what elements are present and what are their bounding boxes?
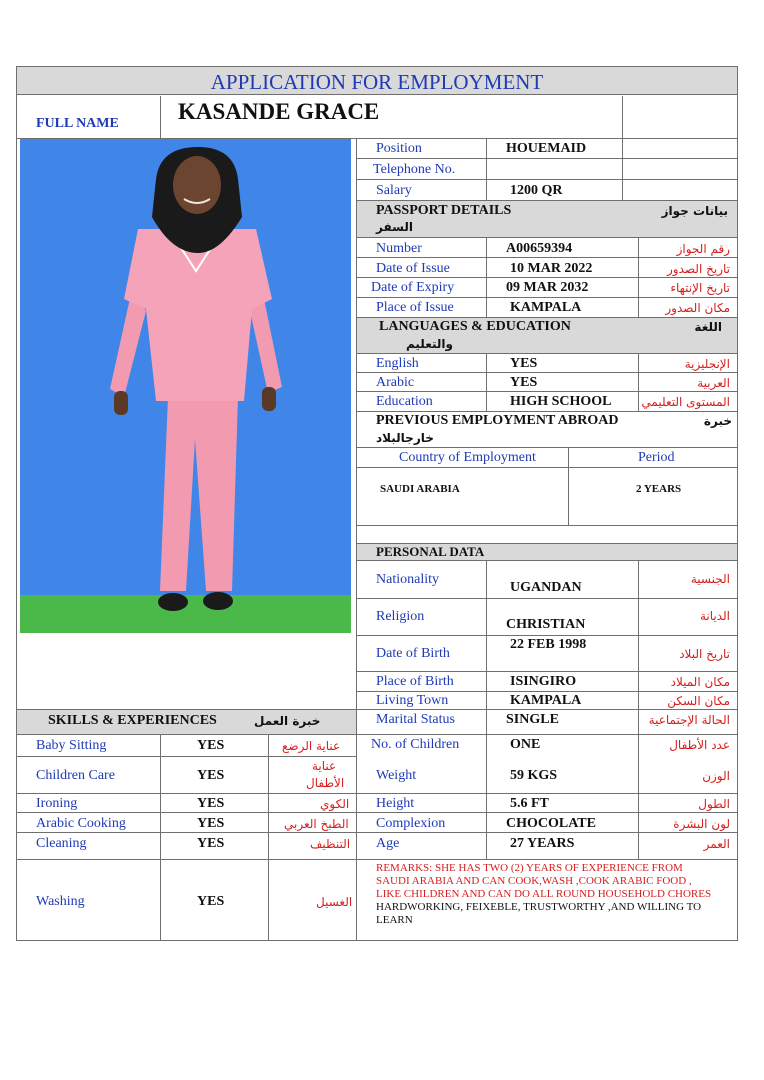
- education-value: HIGH SCHOOL: [510, 394, 612, 409]
- weight-ar: الوزن: [702, 769, 730, 783]
- country-of-employment-header: Country of Employment: [399, 450, 536, 465]
- age-ar: العمر: [703, 837, 730, 851]
- living-town-label: Living Town: [376, 693, 449, 708]
- skill-children-care-ar-1: عناية: [312, 759, 337, 773]
- place-of-birth-ar: مكان الميلاد: [670, 675, 730, 689]
- applicant-photo-svg: [20, 139, 351, 633]
- date-of-expiry-label: Date of Expiry: [371, 280, 455, 295]
- height-value: 5.6 FT: [510, 796, 549, 811]
- languages-heading: LANGUAGES & EDUCATION: [379, 319, 571, 334]
- religion-ar: الديانة: [699, 609, 730, 623]
- arabic-value: YES: [510, 375, 538, 390]
- complexion-ar: لون البشرة: [673, 817, 730, 831]
- passport-heading-ar: بيانات جواز: [661, 204, 728, 218]
- religion-label: Religion: [376, 609, 425, 624]
- previous-employment-heading-ar-2: خارجالبلاد: [376, 431, 434, 445]
- application-form: [16, 66, 738, 941]
- date-of-birth-value: 22 FEB 1998: [510, 637, 587, 652]
- position-value: HOUEMAID: [506, 141, 587, 156]
- skill-baby-sitting-label: Baby Sitting: [36, 738, 107, 753]
- marital-status-label: Marital Status: [376, 712, 455, 727]
- skill-baby-sitting-ar: عناية الرضع: [282, 739, 341, 753]
- place-of-issue-ar: مكان الصدور: [665, 301, 730, 315]
- salary-value: 1200 QR: [510, 183, 563, 198]
- skill-ironing-ar: الكوي: [320, 797, 350, 811]
- full-name-value: KASANDE GRACE: [178, 99, 380, 124]
- marital-status-value: SINGLE: [506, 712, 559, 727]
- english-value: YES: [510, 356, 538, 371]
- skill-cleaning-ar: التنظيف: [310, 837, 351, 851]
- religion-value: CHRISTIAN: [506, 617, 586, 632]
- skills-heading: SKILLS & EXPERIENCES: [48, 713, 217, 728]
- children-count-ar: عدد الأطفال: [669, 738, 730, 752]
- personal-data-heading: PERSONAL DATA: [376, 544, 485, 559]
- nationality-ar: الجنسية: [690, 572, 730, 586]
- date-of-birth-ar: تاريخ البلاد: [679, 647, 730, 661]
- skill-cleaning-value: YES: [197, 836, 225, 851]
- skill-baby-sitting-value: YES: [197, 738, 225, 753]
- skill-ironing-label: Ironing: [36, 796, 78, 811]
- complexion-value: CHOCOLATE: [506, 816, 596, 831]
- date-of-issue-label: Date of Issue: [376, 261, 450, 276]
- date-of-birth-label: Date of Birth: [376, 646, 450, 661]
- date-of-expiry-ar: تاريخ الإنتهاء: [670, 281, 730, 295]
- languages-heading-ar-2: والتعليم: [406, 337, 453, 351]
- position-label: Position: [376, 141, 422, 156]
- complexion-label: Complexion: [376, 816, 446, 831]
- place-of-birth-label: Place of Birth: [376, 674, 454, 689]
- education-ar: المستوى التعليمي: [641, 395, 730, 409]
- passport-heading-ar-2: السفر: [376, 220, 413, 234]
- remarks-line-2: SAUDI ARABIA AND CAN COOK,WASH ,COOK ARABIC FOOD ,: [376, 875, 692, 887]
- skill-children-care-ar-2: الأطفال: [306, 776, 345, 790]
- passport-heading: PASSPORT DETAILS: [376, 203, 512, 218]
- previous-employment-heading-ar: خبرة: [703, 414, 732, 428]
- skill-cleaning-label: Cleaning: [36, 836, 87, 851]
- skill-children-care-value: YES: [197, 768, 225, 783]
- arabic-label: Arabic: [376, 375, 415, 390]
- living-town-value: KAMPALA: [510, 693, 582, 708]
- remarks-line-4: HARDWORKING, FEIXEBLE, TRUSTWORTHY ,AND WILLING TO: [376, 901, 702, 913]
- living-town-ar: مكان السكن: [667, 694, 730, 708]
- place-of-issue-value: KAMPALA: [510, 300, 582, 315]
- marital-status-ar: الحالة الإجتماعية: [648, 713, 730, 727]
- nationality-value: UGANDAN: [510, 580, 582, 595]
- country-of-employment-value: SAUDI ARABIA: [380, 483, 460, 495]
- height-label: Height: [376, 796, 415, 811]
- remarks-line-3: LIKE CHILDREN AND CAN DO ALL ROUND HOUSEHOLD CHORES: [376, 888, 712, 900]
- date-of-issue-value: 10 MAR 2022: [510, 261, 593, 276]
- weight-value: 59 KGS: [510, 768, 558, 783]
- skills-heading-ar: خبرة العمل: [254, 714, 321, 728]
- skill-arabic-cooking-label: Arabic Cooking: [36, 816, 126, 831]
- form-title: APPLICATION FOR EMPLOYMENT: [210, 70, 544, 94]
- passport-number-ar: رقم الجواز: [676, 242, 730, 256]
- weight-label: Weight: [376, 768, 417, 783]
- date-of-issue-ar: تاريخ الصدور: [667, 262, 730, 276]
- age-label: Age: [376, 836, 400, 851]
- place-of-birth-value: ISINGIRO: [510, 674, 577, 689]
- remarks-line-5: LEARN: [376, 914, 413, 926]
- passport-number-label: Number: [376, 241, 422, 256]
- skill-children-care-label: Children Care: [36, 768, 115, 783]
- skill-arabic-cooking-ar: الطبخ العربي: [284, 817, 349, 831]
- skill-washing-value: YES: [197, 894, 225, 909]
- children-count-label: No. of Children: [371, 737, 460, 752]
- previous-employment-heading: PREVIOUS EMPLOYMENT ABROAD: [376, 413, 619, 428]
- english-label: English: [376, 356, 419, 371]
- period-header: Period: [638, 450, 675, 465]
- passport-number-value: A00659394: [506, 241, 573, 256]
- full-name-label: FULL NAME: [36, 116, 119, 131]
- education-label: Education: [376, 394, 433, 409]
- skill-arabic-cooking-value: YES: [197, 816, 225, 831]
- applicant-photo: [20, 139, 351, 633]
- period-value: 2 YEARS: [636, 483, 682, 495]
- skill-washing-label: Washing: [36, 894, 85, 909]
- languages-heading-ar: اللغة: [694, 320, 722, 334]
- place-of-issue-label: Place of Issue: [376, 300, 454, 315]
- skill-washing-ar: الغسيل: [316, 895, 353, 909]
- nationality-label: Nationality: [376, 572, 439, 587]
- english-ar: الإنجليزية: [684, 357, 730, 371]
- arabic-ar: العربية: [697, 376, 730, 390]
- date-of-expiry-value: 09 MAR 2032: [506, 280, 589, 295]
- age-value: 27 YEARS: [510, 836, 575, 851]
- skill-ironing-value: YES: [197, 796, 225, 811]
- telephone-label: Telephone No.: [373, 162, 456, 177]
- remarks-line-1: REMARKS: SHE HAS TWO (2) YEARS OF EXPERIENCE FROM: [376, 862, 683, 874]
- salary-label: Salary: [376, 183, 412, 198]
- height-ar: الطول: [698, 797, 730, 811]
- children-count-value: ONE: [510, 737, 541, 752]
